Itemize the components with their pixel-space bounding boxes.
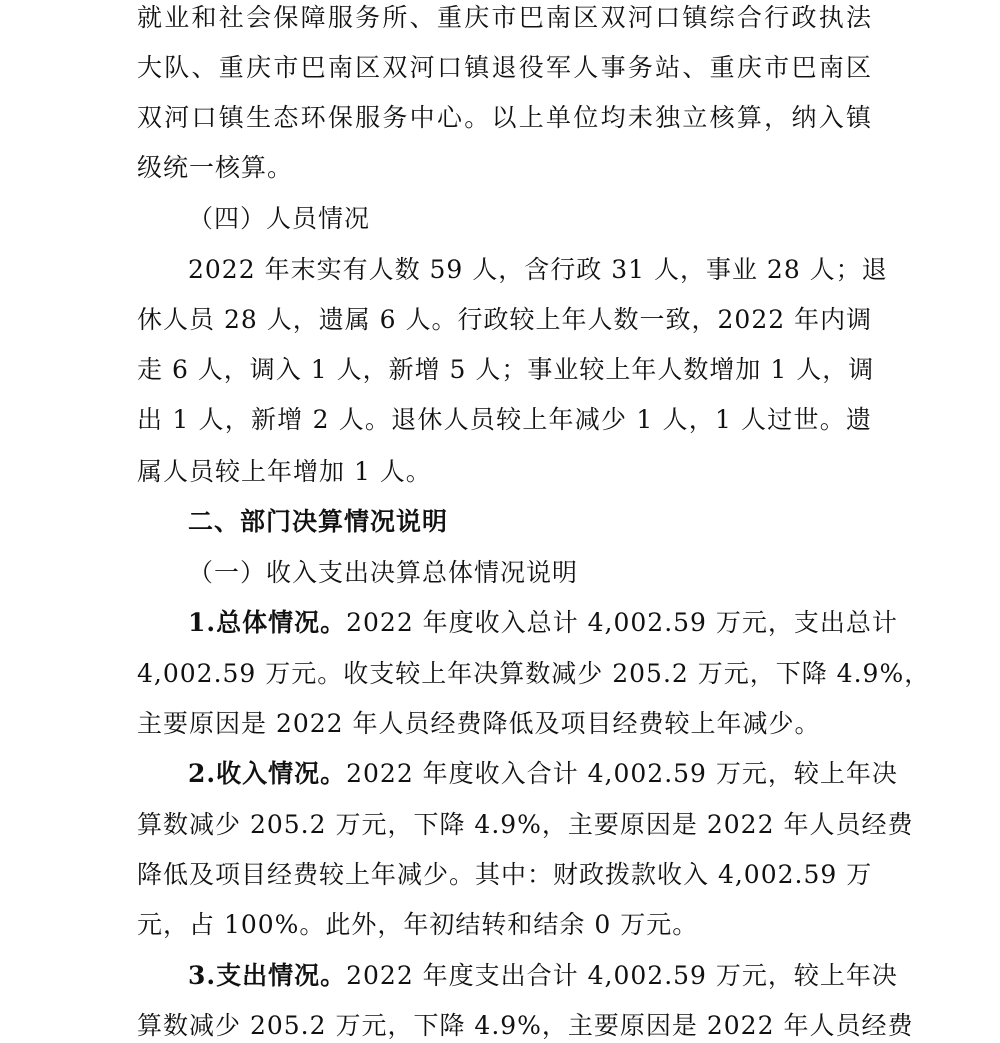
- paragraph-line: 属人员较上年增加 1 人。: [137, 457, 432, 486]
- paragraph-line-expense: [188, 959, 898, 993]
- paragraph-line: 大队、重庆市巴南区双河口镇退役军人事务站、重庆市巴南区: [137, 53, 872, 82]
- income-text: 2022 年度收入合计 4,002.59 万元，较上年决: [346, 759, 898, 788]
- paragraph-line-overall: [188, 606, 898, 640]
- paragraph-line: 元，占 100%。此外，年初结转和结余 0 万元。: [137, 910, 699, 939]
- paragraph-line: 主要原因是 2022 年人员经费降低及项目经费较上年减少。: [137, 709, 821, 738]
- income-label: 2.收入情况。: [188, 759, 347, 788]
- paragraph-line: 降低及项目经费较上年减少。其中：财政拨款收入 4,002.59 万: [137, 860, 873, 889]
- paragraph-line: 算数减少 205.2 万元，下降 4.9%，主要原因是 2022 年人员经费: [137, 1011, 914, 1040]
- expense-text: 2022 年度支出合计 4,002.59 万元，较上年决: [346, 961, 898, 990]
- overall-label: 1.总体情况。: [188, 608, 347, 637]
- paragraph-line: 4,002.59 万元。收支较上年决算数减少 205.2 万元，下降 4.9%，: [137, 659, 931, 688]
- paragraph-line-income: [188, 757, 898, 791]
- paragraph-line: 休人员 28 人，遗属 6 人。行政较上年人数一致，2022 年内调: [137, 305, 873, 334]
- overall-text: 2022 年度收入总计 4,002.59 万元，支出总计: [346, 608, 898, 637]
- paragraph-line: 双河口镇生态环保服务中心。以上单位均未独立核算，纳入镇: [137, 103, 872, 132]
- paragraph-line: 算数减少 205.2 万元，下降 4.9%，主要原因是 2022 年人员经费: [137, 810, 914, 839]
- subsection-heading-income-expense: （一）收入支出决算总体情况说明: [188, 558, 579, 587]
- expense-label: 3.支出情况。: [188, 961, 347, 990]
- paragraph-line: 就业和社会保障服务所、重庆市巴南区双河口镇综合行政执法: [137, 3, 872, 32]
- paragraph-line: 2022 年末实有人数 59 人，含行政 31 人，事业 28 人；退: [188, 255, 888, 284]
- section-heading-staff: （四）人员情况: [188, 204, 371, 233]
- paragraph-line: 走 6 人，调入 1 人，新增 5 人；事业较上年人数增加 1 人，调: [137, 355, 875, 384]
- paragraph-line: 级统一核算。: [137, 153, 294, 182]
- section-heading-dept-accounts: 二、部门决算情况说明: [188, 507, 449, 536]
- paragraph-line: 出 1 人，新增 2 人。退休人员较上年减少 1 人，1 人过世。遗: [137, 405, 872, 434]
